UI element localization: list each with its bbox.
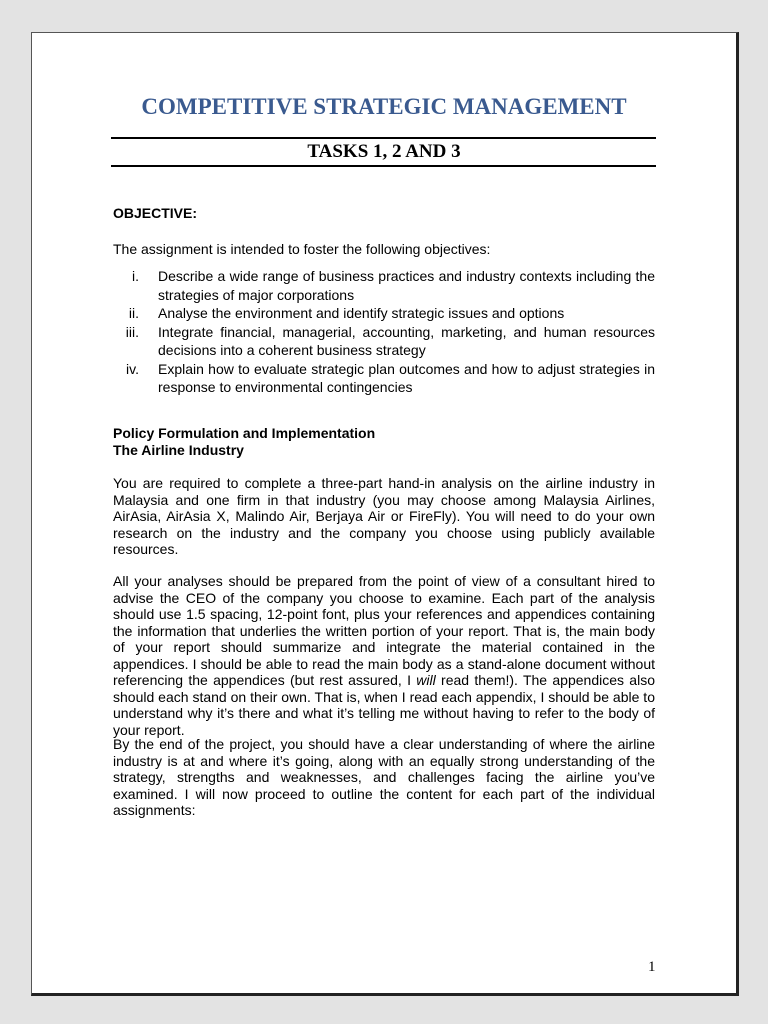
objective-item (113, 304, 655, 323)
paragraph-assignment: You are required to complete a three-part hand-in analysis on the airline industry in Malaysia and one firm in that industry (you may choose among Malaysia Airlines, AirAsia, AirAsia X, Malindo Air, Berjaya Air or FireFly). You will need to do your own research on the industry and the company you choose using publicly available resources. (113, 475, 655, 557)
industry-heading: The Airline Industry (113, 442, 244, 458)
page-number: 1 (648, 959, 656, 975)
objective-heading: OBJECTIVE: (113, 205, 198, 221)
objective-number: iii. (125, 323, 139, 340)
objectives-list (113, 267, 655, 397)
paragraph-text: read them!). The appendices also should each stand on their own. That is, when I read each appendix, I should be able to understand why it’s there and what it’s telling me without having to refer to the body of your report. (113, 672, 655, 738)
paragraph-text: All your analyses should be prepared from the point of view of a consultant hired to advise the CEO of the company you choose to examine. Each part of the analysis should use 1.5 spacing, 12-point font, plus your references and appendices containing the information that underlies the written portion of your report. That is, the main body of your report should summarize and integrate the material contained in the appendices. I should be able to read the main body as a stand-alone document without referencing the appendices (but rest assured, I (113, 573, 655, 688)
objective-number: ii. (128, 305, 139, 321)
title-rule-top (111, 137, 656, 139)
objective-item (113, 267, 655, 304)
objective-number: iv. (126, 360, 139, 377)
document-page (31, 32, 739, 996)
document-title: COMPETITIVE STRATEGIC MANAGEMENT (141, 94, 627, 119)
paragraph-project-outcome: By the end of the project, you should have a clear understanding of where the airline industry is at and where it’s going, along with an equally strong understanding of the strategy, strengths and weaknesses, and challenges facing the airline you’ve examined. I will now proceed to outline the content for each part of the individual assignments: (113, 736, 655, 818)
objective-intro: The assignment is intended to foster the following objectives: (113, 241, 491, 257)
objective-item (113, 360, 655, 397)
objective-text: Explain how to evaluate strategic plan outcomes and how to adjust strategies in response to environmental contingencies (158, 360, 655, 395)
objective-text: Describe a wide range of business practices and industry contexts including the strategies of major corporations (158, 268, 655, 303)
title-rule-bottom (111, 165, 656, 167)
objective-item (113, 323, 655, 360)
policy-heading: Policy Formulation and Implementation (113, 425, 376, 441)
emphasis-text: will (416, 672, 436, 688)
document-subtitle: TASKS 1, 2 AND 3 (307, 141, 461, 162)
objective-number: i. (132, 268, 139, 284)
objective-text: Analyse the environment and identify strategic issues and options (158, 305, 565, 321)
paragraph-analysis-guidelines (113, 573, 655, 738)
objective-text: Integrate financial, managerial, accounting, marketing, and human resources decisions into a coherent business strategy (158, 323, 655, 358)
